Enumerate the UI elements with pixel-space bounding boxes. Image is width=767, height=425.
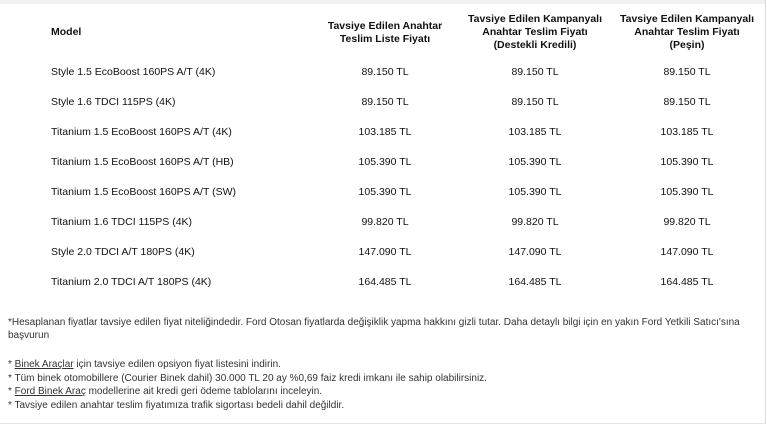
cell-list-price: 105.390 TL (358, 186, 412, 198)
table-row (40, 117, 764, 147)
cell-model: Style 1.6 TDCI 115PS (4K) (51, 96, 176, 108)
table-row (40, 207, 764, 237)
cell-campaign-credit-price: 147.090 TL (508, 246, 562, 258)
note-credit-tables: * Ford Binek Araç modellerine ait kredi geri ödeme tablolarını inceleyin. (8, 386, 323, 397)
cell-list-price: 147.090 TL (358, 246, 412, 258)
cell-model: Titanium 1.5 EcoBoost 160PS A/T (HB) (51, 156, 234, 168)
cell-model: Style 2.0 TDCI A/T 180PS (4K) (51, 246, 195, 258)
ford-passenger-car-link[interactable]: Ford Binek Araç (14, 386, 86, 397)
header-list-price: Tavsiye Edilen Anahtar Teslim Liste Fiyatı (327, 19, 443, 45)
note-options-download: * Binek Araçlar için tavsiye edilen opsiyon fiyat listesini indirin. (8, 359, 281, 370)
header-campaign-credit-price: Tavsiye Edilen Kampanyalı Anahtar Teslim Fiyatı (Destekli Kredili) (467, 13, 603, 51)
cell-campaign-credit-price: 99.820 TL (511, 216, 559, 228)
table-row (40, 147, 764, 177)
cell-list-price: 164.485 TL (358, 276, 412, 288)
cell-campaign-credit-price: 89.150 TL (511, 96, 559, 108)
cell-campaign-cash-price: 147.090 TL (660, 246, 714, 258)
cell-list-price: 99.820 TL (361, 216, 409, 228)
cell-campaign-credit-price: 103.185 TL (508, 126, 562, 138)
table-row (40, 177, 764, 207)
price-table (40, 8, 764, 297)
price-disclaimer: *Hesaplanan fiyatlar tavsiye edilen fiyat niteliğindedir. Ford Otosan fiyatlarda değişiklik yapma hakkını gizli tutar. Daha detaylı bilgi için en yakın Ford Yetkili Satıcı'sına başvurun (8, 317, 740, 341)
cell-model: Titanium 1.5 EcoBoost 160PS A/T (4K) (51, 126, 232, 138)
cell-campaign-cash-price: 105.390 TL (660, 186, 714, 198)
table-header-row (40, 8, 764, 57)
table-row (40, 237, 764, 267)
cell-campaign-cash-price: 89.150 TL (663, 66, 711, 78)
header-model: Model (51, 26, 82, 38)
cell-list-price: 103.185 TL (358, 126, 412, 138)
cell-model: Style 1.5 EcoBoost 160PS A/T (4K) (51, 66, 216, 78)
note-credit-offer: * Tüm binek otomobillere (Courier Binek dahil) 30.000 TL 20 ay %0,69 faiz kredi imkanı ile sahip olabilirsiniz. (8, 372, 487, 384)
top-divider (0, 0, 765, 4)
passenger-cars-link[interactable]: Binek Araçlar (14, 359, 74, 370)
cell-list-price: 105.390 TL (358, 156, 412, 168)
cell-campaign-credit-price: 164.485 TL (508, 276, 562, 288)
table-row (40, 57, 764, 87)
cell-campaign-cash-price: 105.390 TL (660, 156, 714, 168)
cell-list-price: 89.150 TL (361, 96, 409, 108)
cell-campaign-credit-price: 105.390 TL (508, 186, 562, 198)
header-campaign-cash-price: Tavsiye Edilen Kampanyalı Anahtar Teslim Fiyatı (Peşin) (619, 13, 755, 51)
table-row (40, 267, 764, 297)
cell-model: Titanium 2.0 TDCI A/T 180PS (4K) (51, 276, 212, 288)
cell-campaign-cash-price: 164.485 TL (660, 276, 714, 288)
cell-campaign-cash-price: 99.820 TL (663, 216, 711, 228)
cell-campaign-cash-price: 89.150 TL (663, 96, 711, 108)
cell-list-price: 89.150 TL (361, 66, 409, 78)
notes-section (8, 316, 760, 412)
cell-model: Titanium 1.6 TDCI 115PS (4K) (51, 216, 193, 228)
cell-campaign-cash-price: 103.185 TL (660, 126, 714, 138)
notes-bullet-list (8, 358, 760, 412)
cell-campaign-credit-price: 105.390 TL (508, 156, 562, 168)
cell-campaign-credit-price: 89.150 TL (511, 66, 559, 78)
cell-model: Titanium 1.5 EcoBoost 160PS A/T (SW) (51, 186, 236, 198)
note-insurance: * Tavsiye edilen anahtar teslim fiyatımıza trafik sigortası bedeli dahil değildir. (8, 399, 345, 411)
table-row (40, 87, 764, 117)
